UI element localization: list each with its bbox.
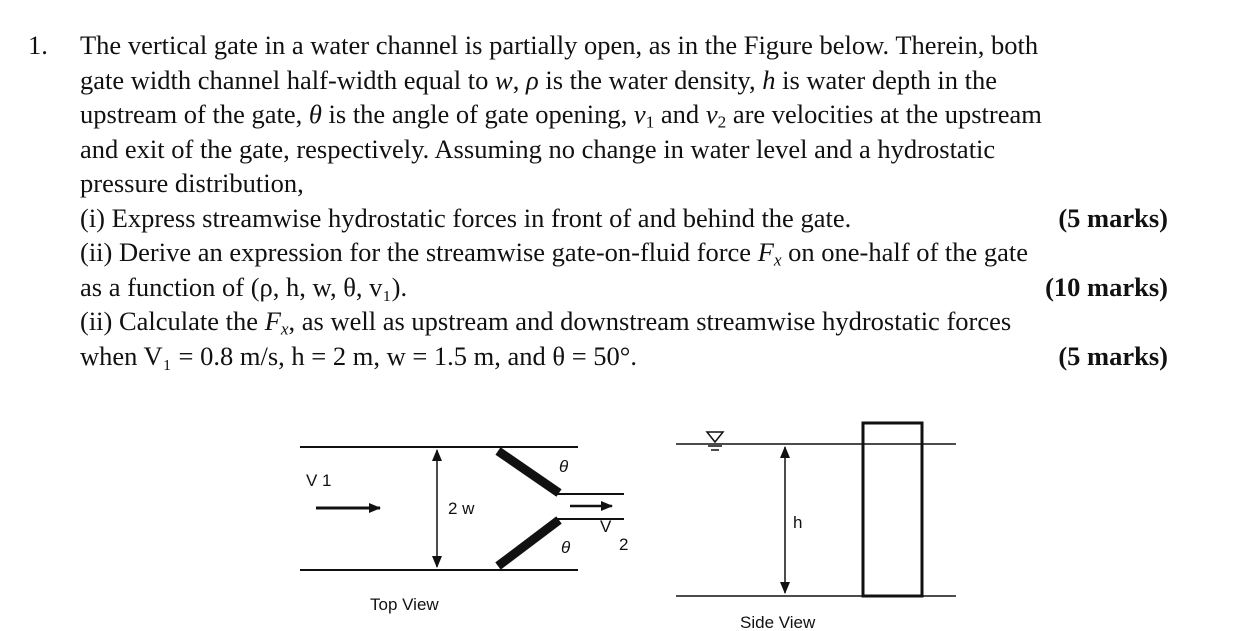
v2-label: V bbox=[600, 517, 612, 536]
v2-subscript: 2 bbox=[619, 535, 629, 554]
paragraph-line-5: pressure distribution, bbox=[80, 168, 304, 198]
top-view bbox=[300, 447, 628, 614]
paragraph-line-4: and exit of the gate, respectively. Assuming no change in water level and a hydrostatic bbox=[80, 133, 996, 164]
theta-top-label: θ bbox=[559, 457, 569, 476]
part-ii-line-1: (ii) Derive an expression for the streamwise gate-on-fluid force $F_x$ on one-half of the gate bbox=[80, 237, 1029, 270]
top-view-caption: Top View bbox=[370, 595, 439, 614]
problem-number: 1. bbox=[28, 30, 48, 60]
paragraph-line-1: The vertical gate in a water channel is partially open, as in the Figure below. Therein, both bbox=[80, 30, 1039, 60]
part-iii-text: when V₁ = 0.8 m/s, h = 2 m, w = 1.5 m, and θ = 50°. bbox=[80, 340, 638, 371]
v1-label: V 1 bbox=[306, 471, 332, 490]
paragraph-line-3: upstream of the gate, θ is the angle of gate opening, $v_1$ and $v_2$ are velocities at the upstream bbox=[80, 99, 1042, 132]
part-iii-line-1: (ii) Calculate the $F_x$, as well as upstream and downstream streamwise hydrostatic forces bbox=[80, 306, 1012, 339]
gate-rectangle bbox=[863, 423, 922, 596]
side-view bbox=[676, 423, 956, 631]
water-level-icon bbox=[707, 432, 723, 450]
gate-leaf-top bbox=[498, 451, 559, 493]
gate-leaf-bottom bbox=[498, 520, 559, 566]
paragraph-line-2: gate width channel half-width equal to w, ρ is the water density, h is water depth in the bbox=[80, 64, 997, 95]
theta-bottom-label: θ bbox=[561, 538, 571, 557]
width-label: 2 w bbox=[448, 499, 475, 518]
part-iii-marks: (5 marks) bbox=[1058, 340, 1168, 371]
part-i-text: (i) Express streamwise hydrostatic forces in front of and behind the gate. bbox=[80, 202, 852, 233]
part-ii-marks: (10 marks) bbox=[1045, 271, 1168, 302]
depth-label: h bbox=[793, 513, 803, 532]
side-view-caption: Side View bbox=[740, 613, 816, 631]
part-ii-text: as a function of (ρ, h, w, θ, v₁). bbox=[80, 271, 408, 302]
part-i-marks: (5 marks) bbox=[1058, 202, 1168, 233]
